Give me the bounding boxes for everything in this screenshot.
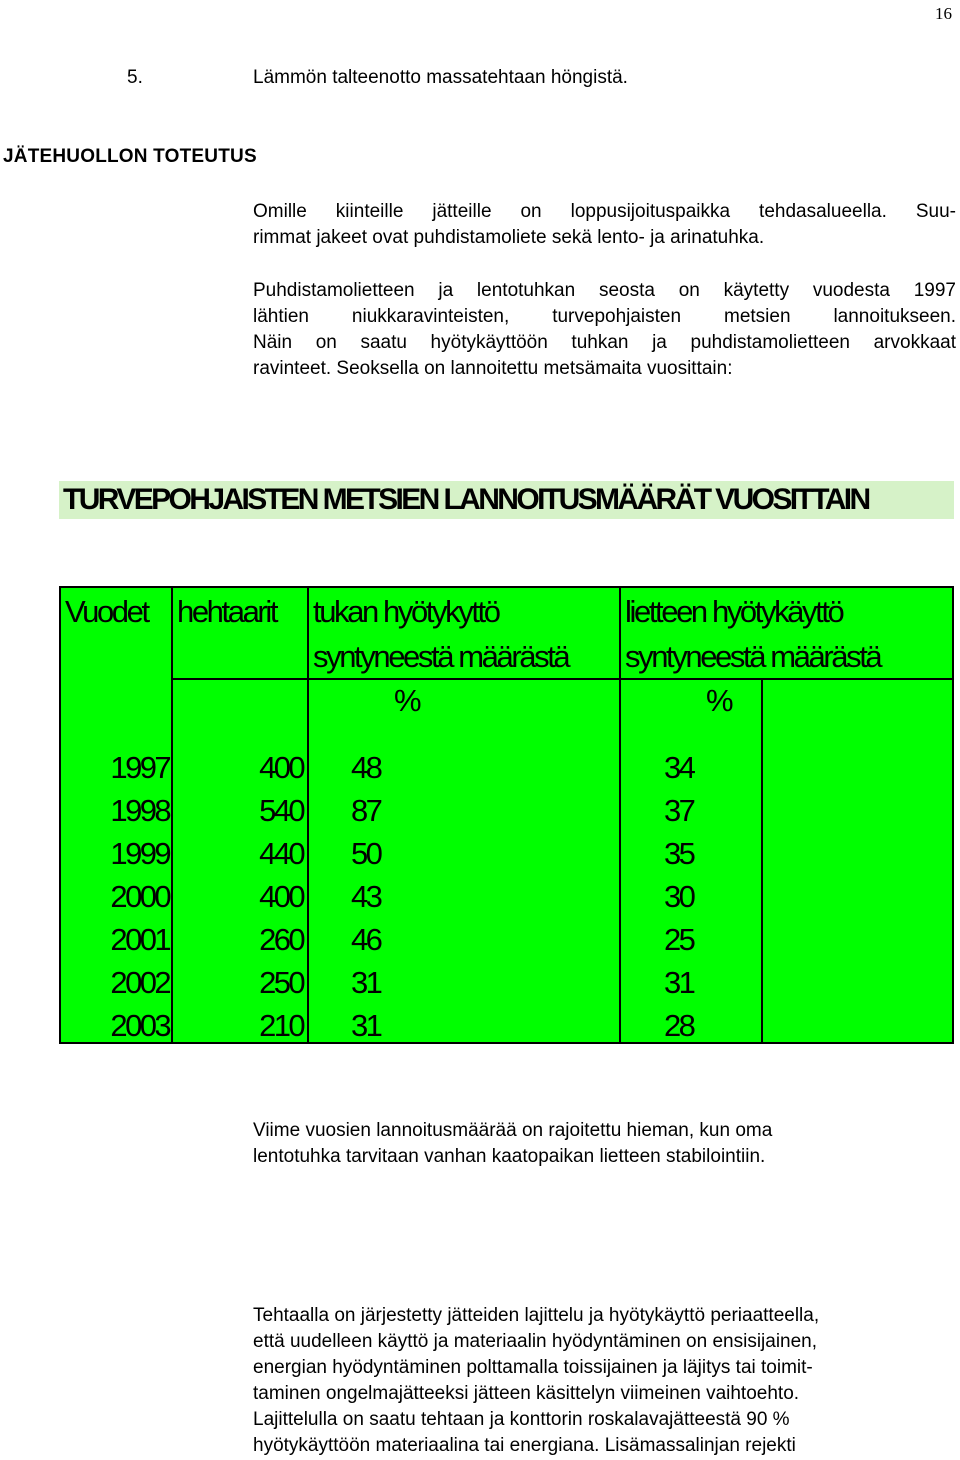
header-years: Vuodet (65, 594, 148, 629)
cell-sludge-percent: 34 (664, 750, 694, 785)
cell-ash-percent: 46 (351, 922, 381, 957)
cell-sludge-percent: 35 (664, 836, 694, 871)
paragraph-line: että uudelleen käyttö ja materiaalin hyödyntäminen on ensisijainen, (253, 1331, 818, 1352)
cell-ash-percent: 87 (351, 793, 381, 828)
paragraph-line: Puhdistamolietteen ja lentotuhkan seosta on käytetty vuodesta 1997 (253, 280, 956, 301)
cell-year: 1997 (110, 750, 169, 785)
fertilization-table (59, 586, 954, 1044)
cell-year: 2001 (110, 922, 169, 957)
table-column-divider (619, 588, 621, 1042)
cell-ash-percent: 48 (351, 750, 381, 785)
header-ash-line2: syntyneestä määrästä (313, 639, 569, 674)
cell-year: 2002 (110, 965, 169, 1000)
section-heading: JÄTEHUOLLON TOTEUTUS (3, 146, 257, 167)
table-title: TURVEPOHJAISTEN METSIEN LANNOITUSMÄÄRÄT VUOSITTAIN (63, 483, 869, 516)
paragraph-line: taminen ongelmajätteeksi jätteen käsittelyn viimeinen vaihtoehto. (253, 1383, 800, 1404)
cell-hectares: 400 (259, 879, 303, 914)
header-sludge-unit: % (706, 683, 732, 718)
table-column-divider (761, 680, 763, 1042)
paragraph-sorting (253, 1303, 956, 1459)
cell-sludge-percent: 37 (664, 793, 694, 828)
paragraph-line: Näin on saatu hyötykäyttöön tuhkan ja puhdistamolietteen arvokkaat (253, 332, 956, 353)
paragraph-line: hyötykäyttöön materiaalina tai energiana. Lisämassalinjan rejekti (253, 1435, 796, 1456)
paragraph-restriction (253, 1118, 956, 1170)
paragraph-fertilization (253, 278, 956, 382)
cell-year: 1999 (110, 836, 169, 871)
table-header-divider (171, 678, 952, 680)
list-item-number: 5. (127, 67, 143, 88)
cell-sludge-percent: 28 (664, 1008, 694, 1043)
header-sludge-line1: lietteen hyötykäyttö (625, 594, 843, 629)
paragraph-line: energian hyödyntäminen polttamalla toissijainen ja läjitys tai toimit- (253, 1357, 813, 1378)
cell-year: 2000 (110, 879, 169, 914)
paragraph-line: Viime vuosien lannoitusmäärää on rajoitettu hieman, kun oma (253, 1120, 773, 1141)
cell-hectares: 250 (259, 965, 303, 1000)
cell-hectares: 440 (259, 836, 303, 871)
cell-ash-percent: 43 (351, 879, 381, 914)
cell-sludge-percent: 30 (664, 879, 694, 914)
cell-sludge-percent: 25 (664, 922, 694, 957)
paragraph-line: rimmat jakeet ovat puhdistamoliete sekä lento- ja arinatuhka. (253, 227, 765, 248)
cell-ash-percent: 50 (351, 836, 381, 871)
header-ash-line1: tukan hyötykyttö (313, 594, 499, 629)
cell-sludge-percent: 31 (664, 965, 694, 1000)
table-column-divider (307, 588, 309, 1042)
cell-ash-percent: 31 (351, 965, 381, 1000)
paragraph-line: lähtien niukkaravinteisten, turvepohjaisten metsien lannoitukseen. (253, 306, 956, 327)
cell-hectares: 210 (259, 1008, 303, 1043)
paragraph-line: Lajittelulla on saatu tehtaan ja konttorin roskalavajätteestä 90 % (253, 1409, 790, 1430)
page-number: 16 (935, 4, 952, 23)
cell-hectares: 400 (259, 750, 303, 785)
paragraph-line: ravinteet. Seoksella on lannoitettu metsämaita vuosittain: (253, 358, 733, 379)
paragraph-waste-sites (253, 199, 956, 251)
paragraph-line: Omille kiinteille jätteille on loppusijoituspaikka tehdasalueella. Suu- (253, 201, 956, 222)
paragraph-line: Tehtaalla on järjestetty jätteiden lajittelu ja hyötykäyttö periaatteella, (253, 1305, 820, 1326)
cell-ash-percent: 31 (351, 1008, 381, 1043)
paragraph-line: lentotuhka tarvitaan vanhan kaatopaikan lietteen stabilointiin. (253, 1146, 766, 1167)
header-hectares: hehtaarit (177, 594, 277, 629)
table-column-divider (171, 588, 173, 1042)
cell-year: 2003 (110, 1008, 169, 1043)
cell-hectares: 260 (259, 922, 303, 957)
cell-year: 1998 (110, 793, 169, 828)
header-sludge-line2: syntyneestä määrästä (625, 639, 881, 674)
list-item-text: Lämmön talteenotto massatehtaan höngistä. (253, 67, 628, 88)
cell-hectares: 540 (259, 793, 303, 828)
header-ash-unit: % (394, 683, 420, 718)
